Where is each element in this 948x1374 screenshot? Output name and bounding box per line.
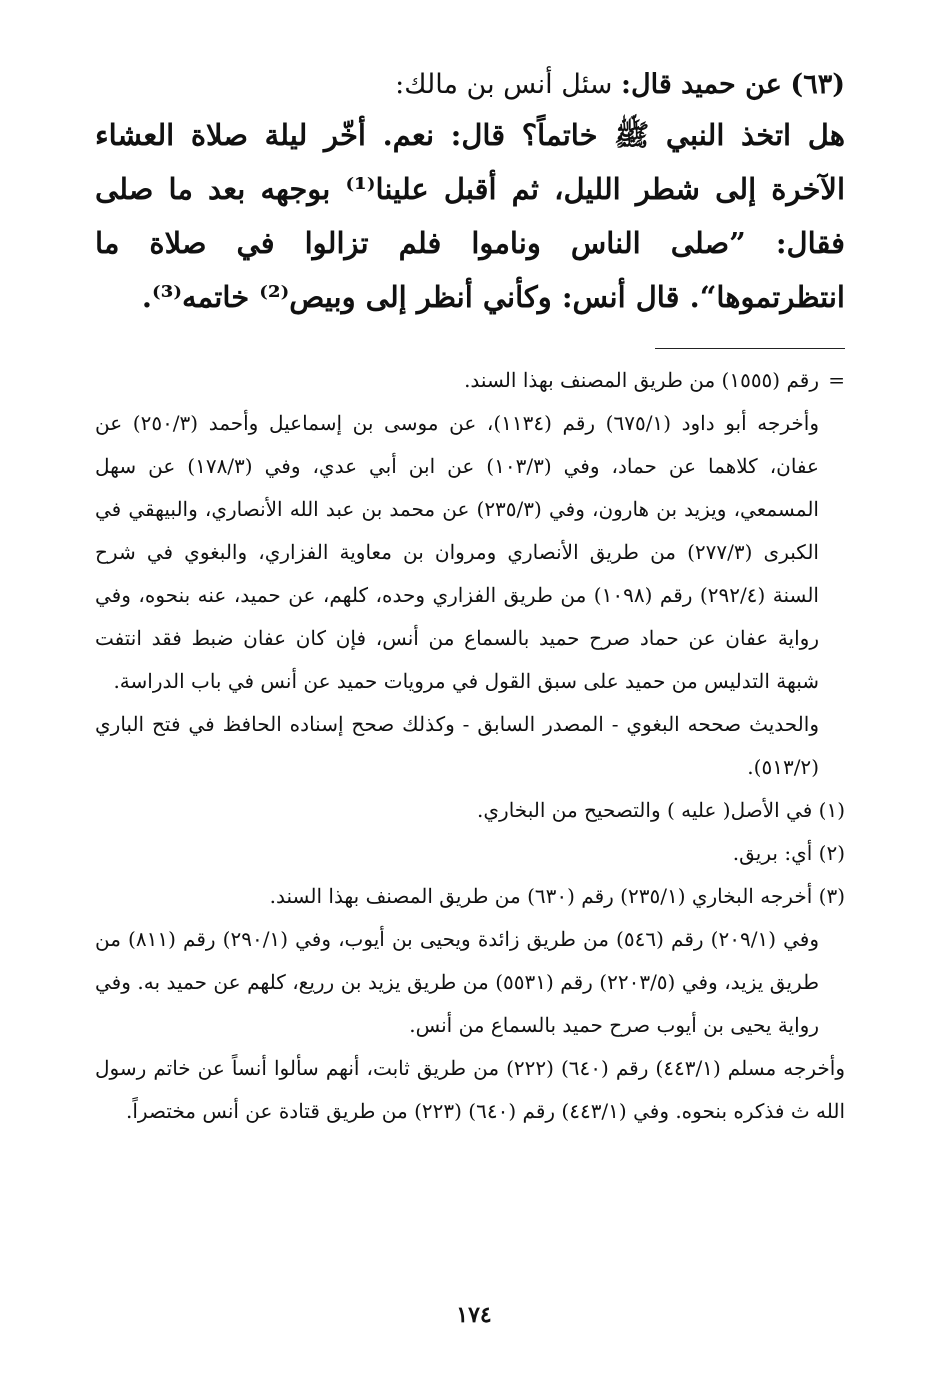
footnote-3: (٣) أخرجه البخاري (٢٣٥/١) رقم (٦٣٠) من طريق المصنف بهذا السند.	[269, 884, 845, 908]
footnote-separator	[655, 348, 845, 349]
continued-note-text: رقم (١٥٥٥) من طريق المصنف بهذا السند.	[464, 368, 819, 392]
hadith-heading	[95, 62, 845, 108]
hadith-text: هل اتخذ النبي ﷺ خاتماً؟ قال: نعم. أخّر ليلة صلاة العشاء الآخرة إلى شطر الليل، ثم أقبل علينا⁽¹⁾ بوجهه بعد ما صلى فقال: ”صلى الناس وناموا فلم تزالوا في صلاة ما انتظرتموها“. قال أنس: وكأني أنظر إلى وبيص⁽²⁾ خاتمه⁽³⁾.	[95, 118, 845, 314]
continuation-mark: =	[828, 368, 845, 392]
hadith-intro: سئل أنس بن مالك:	[395, 69, 613, 100]
continued-note	[95, 359, 845, 402]
footnote-2: (٢) أي: بريق.	[732, 841, 845, 865]
footnote-3-paragraph-2: وأخرجه مسلم (٤٤٣/١) رقم (٦٤٠) (٢٢٢) من طريق ثابت، أنهم سألوا أنساً عن خاتم رسول الله ث فذكره بنحوه. وفي (٤٤٣/١) رقم (٦٤٠) (٢٢٣) من طريق قتادة عن أنس مختصراً.	[95, 1056, 845, 1123]
hadith-lead: عن حميد قال:	[621, 69, 782, 100]
note-paragraph-2: والحديث صححه البغوي - المصدر السابق - وكذلك صحح إسناده الحافظ في فتح الباري (٥١٣/٢).	[95, 712, 819, 779]
footnotes	[95, 359, 845, 1133]
hadith-number: (٦٣)	[790, 69, 845, 100]
footnote-separator-wrap	[95, 324, 845, 359]
hadith-block	[95, 62, 845, 324]
page-number: ١٧٤	[456, 1302, 492, 1328]
page-content	[95, 62, 845, 1133]
footnote-1: (١) في الأصل( عليه ) والتصحيح من البخاري.	[477, 798, 845, 822]
footnote-3-paragraph-1: وفي (٢٠٩/١) رقم (٥٤٦) من طريق زائدة ويحيى بن أيوب، وفي (٢٩٠/١) رقم (٨١١) من طريق يزيد، وفي (٢٢٠٣/٥) رقم (٥٥٣١) من طريق يزيد بن رريع، كلهم عن حميد به. وفي رواية يحيى بن أيوب صرح حميد بالسماع من أنس.	[95, 927, 819, 1037]
note-paragraph-1: وأخرجه أبو داود (٦٧٥/١) رقم (١١٣٤)، عن موسى بن إسماعيل وأحمد (٢٥٠/٣) عن عفان، كلاهما عن حماد، وفي (١٠٣/٣) عن ابن أبي عدي، وفي (١٧٨/٣) عن سهل المسمعي، ويزيد بن هارون، وفي (٢٣٥/٣) عن محمد بن عبد الله الأنصاري، والبيهقي في الكبرى (٢٧٧/٣) من طريق الأنصاري ومروان بن معاوية الفزاري، والبغوي في شرح السنة (٢٩٢/٤) رقم (١٠٩٨) من طريق الفزاري وحده، كلهم، عن حميد، عنه بنحوه، وفي رواية عفان عن حماد صرح حميد بالسماع من أنس، فإن كان عفان ضبط فقد انتفت شبهة التدليس من حميد على سبق القول في مرويات حميد عن أنس في باب الدراسة.	[95, 411, 819, 693]
